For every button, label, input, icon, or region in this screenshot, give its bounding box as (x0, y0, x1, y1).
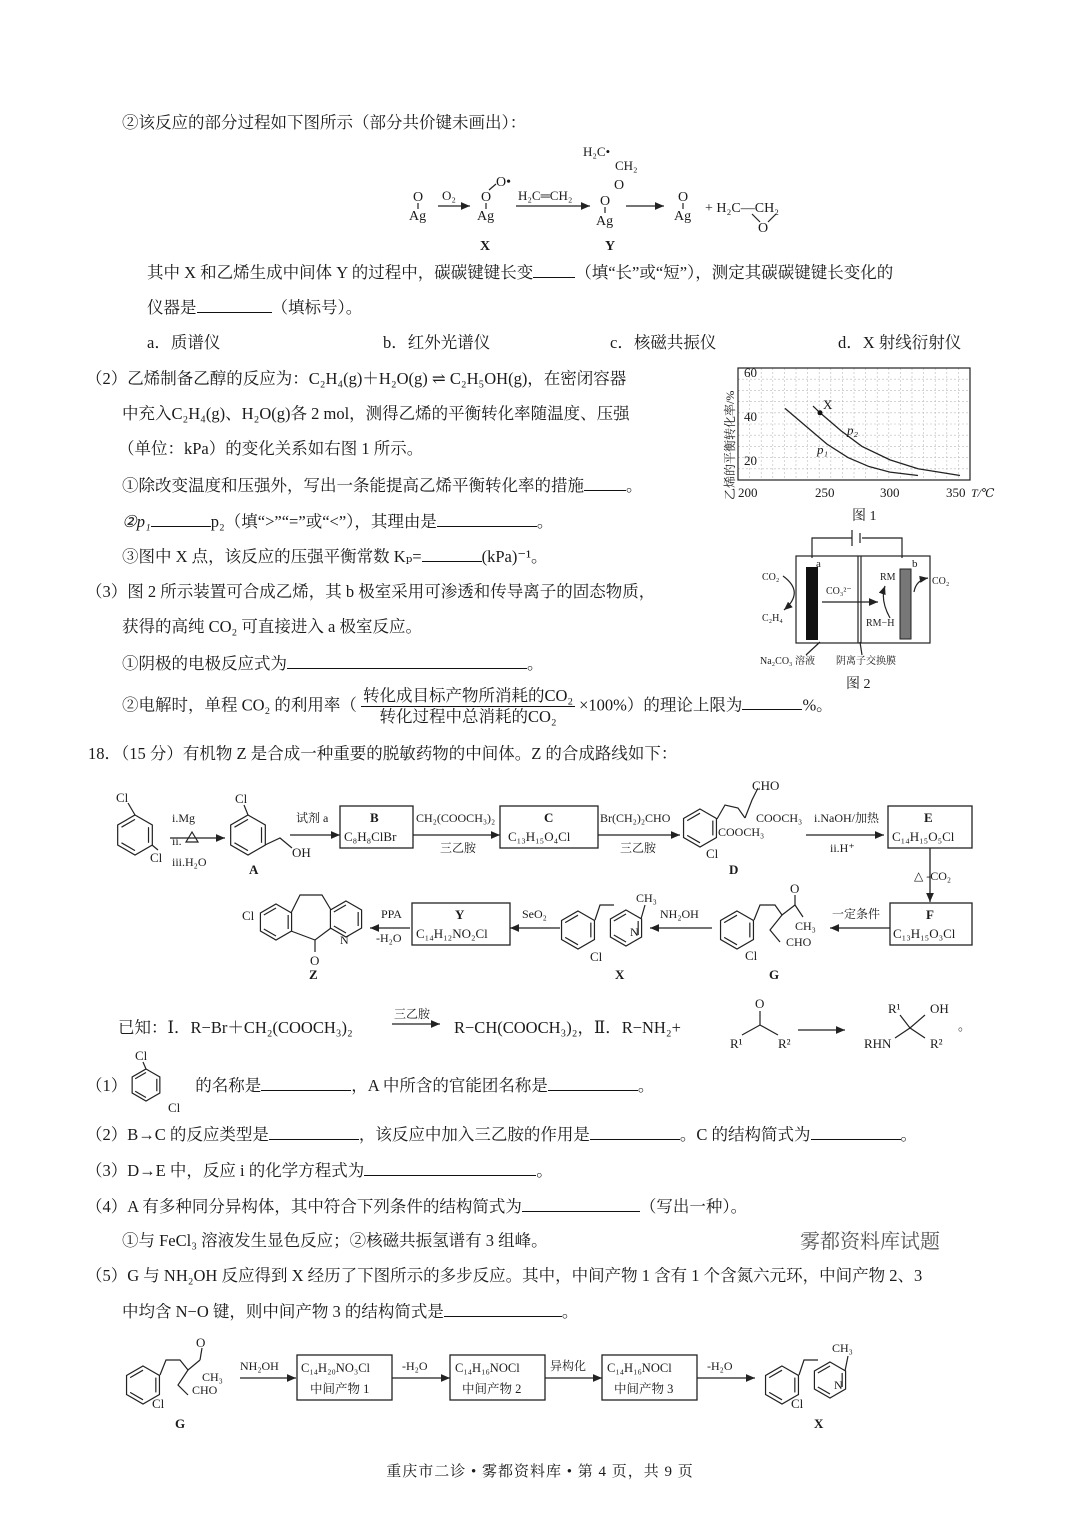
oxygen-radical-label: O• (496, 175, 512, 190)
intermediate-label: 中间产物 3 (614, 1382, 674, 1396)
part2-line1: （2）乙烯制备乙醇的反应为：C₂H₄(g)＋H₂O(g) ⇌ C₂H₅OH(g)，在密闭容器 (86, 369, 627, 388)
text: 。 (958, 1018, 972, 1033)
compound-formula: C₁₄H₁₅O₅Cl (892, 829, 955, 844)
membrane-label: 阴离子交换膜 (836, 656, 896, 667)
fraction-numerator: 转化成目标产物所消耗的CO₂ (362, 686, 574, 705)
text: （2）B→C 的反应类型是 (86, 1125, 269, 1144)
reagent: 一定条件 (832, 907, 881, 921)
reagent: ii.H⁺ (830, 841, 855, 855)
oxygen-label: O (790, 881, 800, 896)
text: ，该反应中加入三乙胺的作用是 (358, 1125, 590, 1144)
aldehyde-label: CHO (192, 1383, 218, 1397)
silver-label: Ag (596, 214, 614, 229)
ring-icon (231, 815, 266, 855)
reagent: 三乙胺 (620, 841, 657, 855)
intermediate-formula: C₁₄H₁₆NOCl (607, 1361, 672, 1375)
reagent: iii.H₂O (172, 855, 207, 869)
ring-icon (684, 809, 717, 847)
y-tick: 40 (744, 409, 757, 424)
silver-label: Ag (674, 209, 692, 224)
chlorine-label: Cl (168, 1100, 181, 1115)
compound-label: B (370, 810, 379, 825)
point-x-marker (818, 410, 823, 415)
chlorine-label: Cl (235, 791, 248, 806)
epoxide-icon (186, 832, 198, 842)
chlorine-label: Cl (116, 790, 129, 805)
series-line-1 (785, 408, 918, 475)
compound-formula: C₁₃H₁₅O₄Cl (508, 829, 571, 844)
ring-icon (562, 911, 595, 949)
ag-oxidation-scheme (409, 144, 779, 254)
chlorine-label: Cl (152, 1396, 165, 1411)
carbonate-label: CO₃²⁻ (826, 586, 852, 597)
silver-label: Ag (409, 209, 427, 224)
text: 。 (626, 476, 643, 495)
reagent: 异构化 (550, 1359, 587, 1373)
synthesis-route (116, 778, 972, 982)
text: ，A 中所含的官能团名称是 (351, 1076, 548, 1095)
label-g: G (769, 967, 780, 982)
compound-formula: C₁₃H₁₅O₃Cl (893, 926, 956, 941)
electrode-b (900, 569, 911, 639)
text: （1） (86, 1076, 128, 1095)
ch2-label: CH₂ (615, 158, 638, 173)
rhn-label: RHN (864, 1036, 892, 1051)
text: 。 (536, 512, 554, 531)
text: （3）D→E 中，反应 i 的化学方程式为 (86, 1161, 365, 1180)
oxygen-label: O (614, 178, 625, 193)
text: 。 (637, 1076, 655, 1095)
text: 的名称是 (195, 1076, 262, 1095)
chlorine-label: Cl (791, 1396, 804, 1411)
electrode-a-label: a (816, 558, 821, 570)
ring-icon (260, 904, 291, 940)
intermediate-label: 中间产物 2 (462, 1382, 522, 1396)
text: %。 (802, 695, 833, 715)
part3-line2: 获得的高纯 CO₂ 可直接进入 a 极室反应。 (122, 617, 422, 636)
chlorine-label: Cl (590, 949, 603, 964)
series-label: p₁ (817, 442, 829, 458)
chlorine-label: Cl (242, 908, 255, 923)
x-tick: 200 (738, 485, 758, 500)
series-label: p₂ (847, 422, 859, 438)
text: （填标号）。 (271, 298, 363, 317)
dichlorobenzene-structure (132, 1048, 181, 1115)
text: 。C 的结构简式为 (679, 1125, 811, 1144)
x-tick: 300 (880, 485, 900, 500)
text: ②p₁ (122, 512, 151, 531)
r1-label: R¹ (888, 1001, 901, 1016)
reagent: -H₂O (707, 1359, 733, 1373)
text: （填“长”或“短”），测定其碳碳键键长变化的 (575, 263, 894, 282)
text: 中均含 N−O 键，则中间产物 3 的结构简式是 (122, 1302, 444, 1321)
text: （4）A 有多种同分异构体，其中符合下列条件的结构简式为 (86, 1197, 522, 1216)
aldehyde-label: CHO (752, 778, 780, 793)
oxygen-label: O (481, 190, 492, 205)
chlorine-label: Cl (745, 948, 758, 963)
reagent: PPA (381, 907, 402, 921)
reagent: CH₂(COOCH₃)₂ (416, 811, 496, 825)
x-tick: 350 (946, 485, 966, 500)
label-y: Y (605, 239, 616, 254)
reagent: NH₂OH (240, 1359, 279, 1373)
reagent: 三乙胺 (394, 1007, 431, 1021)
reagent: -H₂O (402, 1359, 428, 1373)
known-text-1: 已知：Ⅰ．R−Br＋CH₂(COOCH₃)₂ (118, 1018, 353, 1037)
electrode-b-label: b (912, 558, 918, 570)
methyl-label: CH₃ (795, 919, 816, 933)
ring-icon (330, 901, 361, 937)
text: 。 (536, 1161, 553, 1180)
rm-label: RM (880, 572, 896, 583)
ring-icon (118, 815, 153, 855)
chlorine-label: Cl (135, 1048, 148, 1063)
reagent-o2: O₂ (442, 188, 456, 203)
x-tick: 250 (815, 485, 835, 500)
reagent: -H₂O (376, 931, 402, 945)
reagent: △ -CO₂ (914, 869, 952, 883)
text: ②电解时，单程 CO₂ 的利用率（ (122, 695, 357, 715)
text: ×100%）的理论上限为 (579, 695, 743, 715)
text: 其中 X 和乙烯生成中间体 Y 的过程中，碳碳键键长变 (147, 263, 534, 282)
compound-label: F (926, 907, 934, 922)
part2-line2: 中充入C₂H₄(g)、H₂O(g)各 2 mol，测得乙烯的平衡转化率随温度、压强 (122, 404, 630, 423)
compound-label: C (544, 810, 554, 825)
nitrogen-label: N (630, 925, 639, 939)
option-d: d．X 射线衍射仪 (838, 333, 962, 352)
label-d: D (729, 862, 739, 877)
hydroxyl-label: OH (292, 845, 311, 860)
compound-label: Y (455, 907, 465, 922)
q5-scheme (127, 1335, 853, 1431)
ch2-radical: H₂C• (583, 144, 611, 159)
label-z: Z (309, 967, 318, 982)
y-axis-label: 乙烯的平衡转化率/% (723, 390, 737, 500)
nitrogen-label: N (340, 933, 349, 947)
compound-label: E (924, 810, 933, 825)
text: ①除改变温度和压强外，写出一条能提高乙烯平衡转化率的措施 (122, 476, 584, 495)
conversion-chart (722, 365, 995, 524)
watermark: 雾都资料库试题 (800, 1231, 940, 1253)
q18-heading: 18．（15 分）有机物 Z 是合成一种重要的脱敏药物的中间体。Z 的合成路线如下： (88, 744, 678, 763)
text: 。 (527, 654, 544, 673)
nitrogen-label: N (834, 1378, 843, 1392)
methyl-label: CH₃ (636, 891, 657, 905)
intermediate-formula: C₁₄H₁₆NOCl (455, 1361, 520, 1375)
ester-label: COOCH₃ (718, 825, 765, 839)
text: 。 (900, 1125, 918, 1144)
oxygen-label: O (310, 953, 320, 968)
label-x: X (814, 1416, 824, 1431)
intermediate-label: 中间产物 1 (310, 1382, 370, 1396)
aldehyde-label: CHO (786, 935, 812, 949)
methyl-label: CH₃ (832, 1341, 853, 1355)
text: p₂（填“>”“=”或“<”），其理由是 (210, 512, 437, 531)
fraction-denominator: 转化过程中总消耗的CO₂ (379, 707, 557, 726)
hydroxyl-label: OH (930, 1001, 949, 1016)
oxygen-label: O (678, 190, 689, 205)
rm-h-label: RM−H (866, 618, 895, 629)
part2-line3: （单位：kPa）的变化关系如右图 1 所示。 (118, 439, 424, 458)
option-c: c．核磁共振仪 (610, 333, 717, 352)
r2-label: R² (930, 1036, 943, 1051)
oxygen-label: O (755, 996, 765, 1011)
reagent: NH₂OH (660, 907, 699, 921)
methyl-label: CH₃ (202, 1370, 223, 1384)
part3-line1: （3）图 2 所示装置可合成乙烯，其 b 极室采用可渗透和传导离子的固态物质， (86, 582, 656, 601)
chlorine-label: Cl (150, 850, 163, 865)
compound-formula: C₁₄H₁₂NO₂Cl (416, 926, 488, 941)
co2-label: CO₂ (762, 572, 780, 583)
electrode-a (806, 567, 818, 640)
reagent: 三乙胺 (440, 841, 477, 855)
figure-2-caption: 图 2 (846, 677, 871, 692)
oxygen-label: O (196, 1335, 206, 1350)
q17-intro: ②该反应的部分过程如下图所示（部分共价键未画出）： (122, 113, 527, 132)
known-reactions (392, 996, 971, 1051)
x-axis-label: T/℃ (971, 486, 995, 500)
ring-icon (721, 911, 754, 949)
option-b: b．红外光谱仪 (383, 333, 491, 352)
label-g: G (175, 1416, 186, 1431)
label-x: X (615, 967, 625, 982)
page-footer: 重庆市二诊 • 雾都资料库 • 第 4 页，共 9 页 (386, 1464, 694, 1480)
ethylene-label: C₂H₄ (762, 613, 783, 624)
y-tick: 60 (744, 365, 757, 380)
reagent: Br(CH₂)₂CHO (600, 811, 671, 825)
oxygen-label: O (413, 190, 424, 205)
ring-icon (132, 1069, 160, 1101)
reagent: ii. (172, 834, 182, 848)
series-line-2 (813, 406, 960, 475)
intermediate-formula: C₁₄H₂₀NO₃Cl (301, 1361, 371, 1375)
oxygen-label: O (600, 194, 611, 209)
reagent: i.Mg (172, 811, 196, 825)
text: 仪器是 (147, 298, 197, 317)
electrolysis-cell-diagram (760, 530, 949, 692)
point-x-label: X (823, 396, 833, 412)
option-a: a．质谱仪 (147, 333, 221, 352)
reagent: i.NaOH/加热 (814, 811, 879, 825)
label-x: X (480, 239, 491, 254)
compound-formula: C₈H₈ClBr (344, 829, 397, 844)
reagent-ethylene: H₂C═CH₂ (518, 188, 573, 203)
q18-5-line1: （5）G 与 NH₂OH 反应得到 X 经历了下图所示的多步反应。其中，中间产物 1 含有 1 个含氮六元环，中间产物 2、3 (86, 1266, 923, 1285)
epoxide-product: + H₂C—CH₂ (705, 201, 780, 216)
text: （写出一种）。 (639, 1197, 748, 1216)
co2-label: CO₂ (932, 576, 950, 587)
reagent: SeO₂ (522, 907, 547, 921)
chlorine-label: Cl (706, 846, 719, 861)
text: 。 (561, 1302, 579, 1321)
text: ③图中 X 点，该反应的压强平衡常数 Kₚ= (122, 547, 422, 566)
known-text-2: R−CH(COOCH₃)₂，Ⅱ．R−NH₂+ (454, 1018, 681, 1037)
solution-label: Na₂CO₃ 溶液 (760, 656, 816, 667)
silver-label: Ag (477, 209, 495, 224)
ester-label: COOCH₃ (756, 811, 803, 825)
text: ①阴极的电极反应式为 (122, 654, 287, 673)
r1-label: R¹ (730, 1036, 743, 1051)
text: (kPa)⁻¹。 (481, 547, 548, 566)
y-tick: 20 (744, 453, 757, 468)
reagent-a: 试剂 a (296, 811, 329, 825)
oxygen-label: O (758, 221, 769, 236)
figure-1-caption: 图 1 (852, 509, 877, 524)
r2-label: R² (778, 1036, 791, 1051)
label-a: A (249, 862, 259, 877)
q18-4-conditions: ①与 FeCl₃ 溶液发生显色反应；②核磁共振氢谱有 3 组峰。 (122, 1231, 548, 1250)
